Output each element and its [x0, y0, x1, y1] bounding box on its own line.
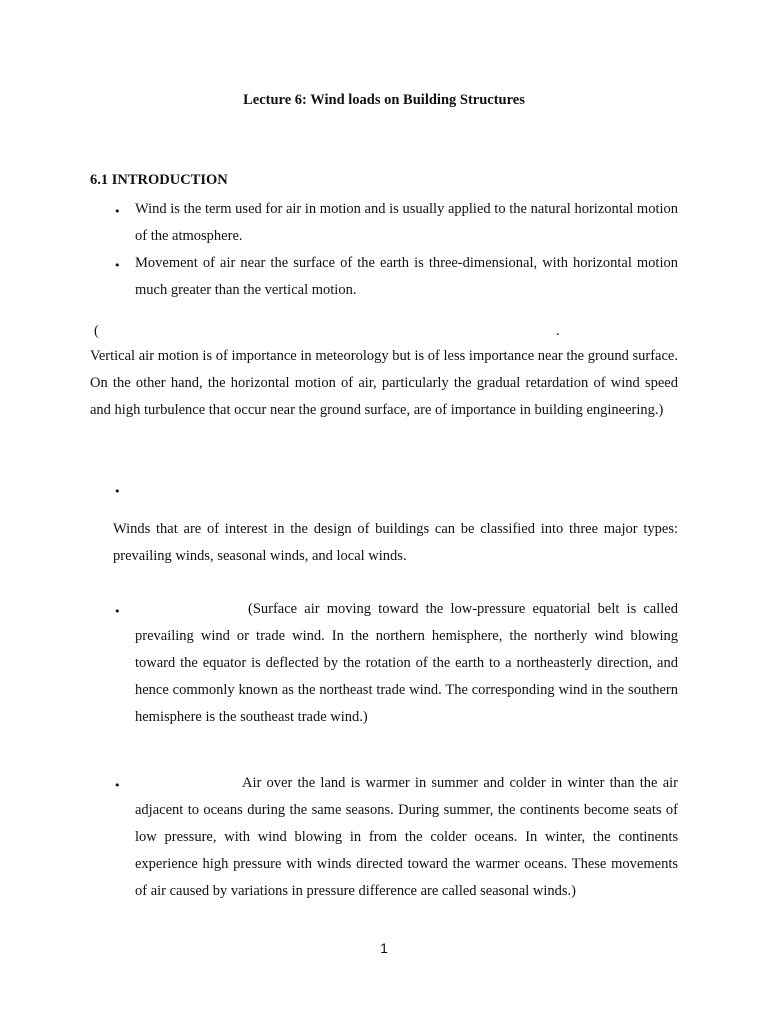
seasonal-winds-bullet: Air over the land is warmer in summer and colder in winter than the air adjacent to oceans during the same seasons. During summer, the continents become seats of low pressure, with wind blowing in from the colder oceans. In winter, the continents experience high pressure with winds directed toward the warmer oceans. These movements of air caused by variations in pressure difference are called seasonal winds.) — [135, 775, 678, 899]
bullet-icon: • — [114, 485, 121, 498]
prevailing-winds-bullet: (Surface air moving toward the low-pressure equatorial belt is called prevailing wind or trade wind. In the northern hemisphere, the northerly wind blowing toward the equator is deflected by the rotation of the earth to a northeasterly direction, and hence commonly known as the northeast trade wind. The corresponding wind in the southern hemisphere is the southeast trade wind.) — [135, 601, 678, 725]
bullet-icon: • — [114, 779, 121, 792]
page-number: 1 — [380, 940, 388, 956]
intro-bullet-2: Movement of air near the surface of the earth is three-dimensional, with horizontal motion much greater than the vertical motion. — [135, 255, 678, 298]
vertical-motion-paragraph: Vertical air motion is of importance in meteorology but is of less importance near the ground surface. On the other hand, the horizontal motion of air, particularly the gradual retardation of wind speed and high turbulence that occur near the ground surface, are of importance in building engineering.) — [90, 348, 678, 418]
lecture-title: Lecture 6: Wind loads on Building Structures — [243, 92, 525, 108]
section-heading: 6.1 INTRODUCTION — [90, 172, 228, 188]
bullet-icon: • — [114, 605, 121, 618]
bullet-icon: • — [114, 205, 121, 218]
intro-bullet-1: Wind is the term used for air in motion and is usually applied to the natural horizontal motion of the atmosphere. — [135, 201, 678, 244]
wind-types-paragraph: Winds that are of interest in the design of buildings can be classified into three major types: prevailing winds, seasonal winds, and local winds. — [113, 521, 678, 564]
note-dot: . — [556, 323, 560, 339]
bullet-icon: • — [114, 259, 121, 272]
note-open-paren: ( — [94, 323, 99, 339]
